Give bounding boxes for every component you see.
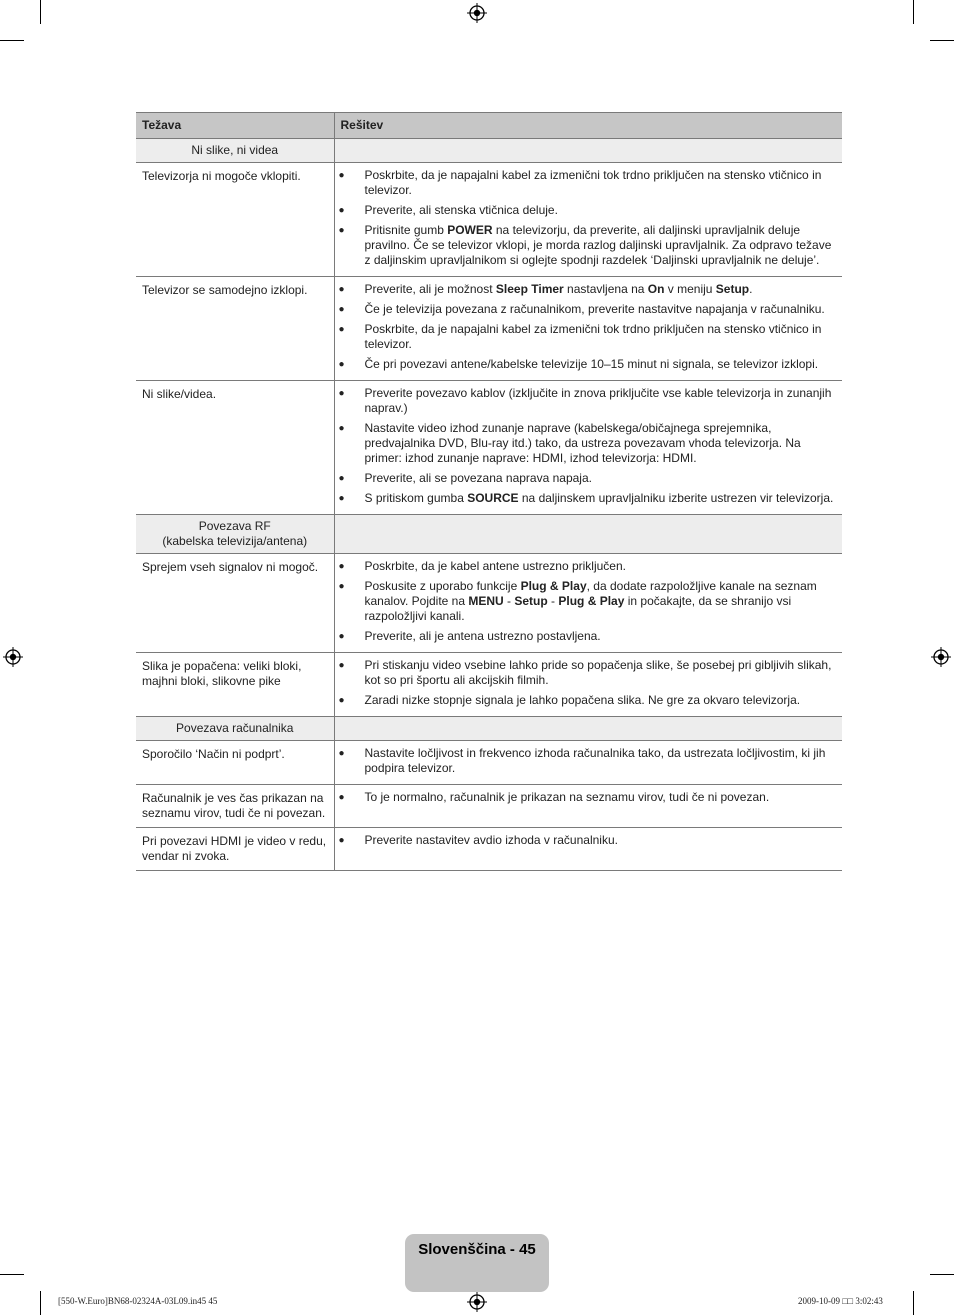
bold-term: Plug & Play <box>558 594 625 608</box>
section-title: Ni slike, ni videa <box>136 139 334 163</box>
text-segment: Nastavite ločljivost in frekvenco izhoda računalnika tako, da ustrezata ločljivostim, ki jih podpira televizor. <box>364 746 826 775</box>
troubleshooting-table <box>136 112 842 871</box>
text-segment: Če pri povezavi antene/kabelske televizije 10–15 minut ni signala, se televizor izklopi. <box>364 357 819 371</box>
crop-mark <box>913 1291 914 1315</box>
solution-cell <box>334 163 842 277</box>
table-row <box>136 277 842 381</box>
text-segment: Poskrbite, da je kabel antene ustrezno priključen. <box>364 559 626 573</box>
problem-cell: Pri povezavi HDMI je video v redu, vendar ni zvoka. <box>136 828 334 871</box>
list-item <box>365 579 837 624</box>
text-segment: Pritisnite gumb <box>364 223 448 237</box>
list-item <box>365 223 837 268</box>
solution-list <box>335 277 843 380</box>
solution-cell <box>334 277 842 381</box>
problem-cell: Sprejem vseh signalov ni mogoč. <box>136 554 334 653</box>
text-segment: na televizorju, da preverite, ali daljinski upravljalnik deluje pravilno. Če se televizor vklopi, je morda razlog daljinski upravljalnik. Za odpravo težave z daljinskim upravljalnikom si oglejte spodnji razdelek ‘Daljinski upravljalnik ne deluje’. <box>364 223 832 267</box>
list-item <box>365 282 837 297</box>
bold-term: Setup <box>715 282 750 296</box>
list-item <box>365 421 837 466</box>
table-body <box>136 139 842 871</box>
bold-term: Plug & Play <box>520 579 587 593</box>
text-segment: v meniju <box>664 282 716 296</box>
text-segment: nastavljena na <box>563 282 648 296</box>
solution-list <box>335 554 843 652</box>
table-section-row <box>136 717 842 741</box>
text-segment: - <box>503 594 515 608</box>
solution-cell <box>334 741 842 785</box>
section-empty-cell <box>334 139 842 163</box>
column-header-problem: Težava <box>136 113 334 139</box>
section-title: Povezava računalnika <box>136 717 334 741</box>
problem-cell: Računalnik je ves čas prikazan na seznamu virov, tudi če ni povezan. <box>136 785 334 828</box>
list-item <box>365 203 837 218</box>
table-row <box>136 741 842 785</box>
list-item <box>365 629 837 644</box>
section-title: Povezava RF (kabelska televizija/antena) <box>136 515 334 554</box>
registration-mark-icon <box>931 647 951 667</box>
solution-list <box>335 741 843 784</box>
bold-term: MENU <box>468 594 504 608</box>
text-segment: Če je televizija povezana z računalnikom, preverite nastavitve napajanja v računalniku. <box>364 302 825 316</box>
list-item <box>365 302 837 317</box>
problem-cell: Televizorja ni mogoče vklopiti. <box>136 163 334 277</box>
crop-mark <box>0 1274 24 1275</box>
page-number-label: Slovenščina - 45 <box>418 1241 536 1258</box>
problem-cell: Sporočilo ‘Način ni podprt’. <box>136 741 334 785</box>
list-item <box>365 833 837 848</box>
list-item <box>365 357 837 372</box>
bold-term: POWER <box>447 223 493 237</box>
text-segment: Preverite povezavo kablov (izključite in znova priključite vse kable televizorja in zunanjih naprav.) <box>364 386 832 415</box>
solution-list <box>335 653 843 716</box>
text-segment: Poskusite z uporabo funkcije <box>364 579 521 593</box>
bold-term: SOURCE <box>467 491 519 505</box>
list-item <box>365 559 837 574</box>
text-segment: . <box>749 282 753 296</box>
list-item <box>365 658 837 688</box>
solution-list <box>335 381 843 514</box>
table-row <box>136 785 842 828</box>
text-segment: Nastavite video izhod zunanje naprave (kabelskega/običajnega sprejemnika, predvajalnika DVD, Blu-ray itd.) tako, da ustreza povezavam vhoda televizorja. Na primer: izhod zunanje naprave: HDMI, izhod televizorja: HDMI. <box>364 421 801 465</box>
text-segment: Preverite, ali stenska vtičnica deluje. <box>364 203 558 217</box>
text-segment: Preverite, ali je antena ustrezno postavljena. <box>364 629 601 643</box>
text-segment: in počakajte, da se shranijo vsi razpoložljivi kanali. <box>364 594 792 623</box>
table-row <box>136 828 842 871</box>
section-empty-cell <box>334 515 842 554</box>
print-slug-right: 2009-10-09 □□ 3:02:43 <box>798 1296 883 1306</box>
text-segment: Preverite nastavitev avdio izhoda v računalniku. <box>364 833 618 847</box>
list-item <box>365 790 837 805</box>
bold-term: Sleep Timer <box>495 282 564 296</box>
table-row <box>136 163 842 277</box>
crop-mark <box>0 40 24 41</box>
list-item <box>365 322 837 352</box>
problem-cell: Slika je popačena: veliki bloki, majhni bloki, slikovne pike <box>136 653 334 717</box>
text-segment: Preverite, ali se povezana naprava napaja. <box>364 471 592 485</box>
list-item <box>365 746 837 776</box>
bold-term: On <box>647 282 665 296</box>
crop-mark <box>930 1274 954 1275</box>
solution-cell <box>334 381 842 515</box>
registration-mark-icon <box>3 647 23 667</box>
solution-cell <box>334 828 842 871</box>
solution-list <box>335 828 843 856</box>
solution-list <box>335 785 843 813</box>
table-header-row <box>136 113 842 139</box>
section-empty-cell <box>334 717 842 741</box>
solution-list <box>335 163 843 276</box>
crop-mark <box>40 1291 41 1315</box>
print-slug-left: [550-W.Euro]BN68-02324A-03L09.in45 45 <box>58 1296 218 1306</box>
table-section-row <box>136 515 842 554</box>
list-item <box>365 471 837 486</box>
solution-cell <box>334 554 842 653</box>
problem-cell: Ni slike/videa. <box>136 381 334 515</box>
text-segment: Zaradi nizke stopnje signala je lahko popačena slika. Ne gre za okvaro televizorja. <box>364 693 801 707</box>
text-segment: - <box>547 594 559 608</box>
list-item <box>365 386 837 416</box>
text-segment: , da dodate razpoložljive kanale na seznam kanalov. Pojdite na <box>364 579 817 608</box>
text-segment: na daljinskem upravljalniku izberite ustrezen vir televizorja. <box>518 491 834 505</box>
problem-cell: Televizor se samodejno izklopi. <box>136 277 334 381</box>
text-segment: Poskrbite, da je napajalni kabel za izmenični tok trdno priključen na stensko vtičnico in televizor. <box>364 322 822 351</box>
crop-mark <box>913 0 914 24</box>
table-row <box>136 653 842 717</box>
text-segment: Pri stiskanju video vsebine lahko pride so popačenja slike, še posebej pri gibljivih slikah, kot so pri športu ali akcijskih filmih. <box>364 658 832 687</box>
crop-mark <box>40 0 41 24</box>
table-row <box>136 381 842 515</box>
table-section-row <box>136 139 842 163</box>
text-segment: Poskrbite, da je napajalni kabel za izmenični tok trdno priključen na stensko vtičnico in televizor. <box>364 168 822 197</box>
list-item <box>365 168 837 198</box>
list-item <box>365 693 837 708</box>
column-header-solution: Rešitev <box>334 113 842 139</box>
text-segment: Preverite, ali je možnost <box>364 282 496 296</box>
crop-mark <box>930 40 954 41</box>
list-item <box>365 491 837 506</box>
text-segment: S pritiskom gumba <box>364 491 468 505</box>
table-row <box>136 554 842 653</box>
registration-mark-icon <box>467 3 487 23</box>
solution-cell <box>334 785 842 828</box>
registration-mark-icon <box>467 1292 487 1312</box>
bold-term: Setup <box>514 594 548 608</box>
text-segment: To je normalno, računalnik je prikazan na seznamu virov, tudi če ni povezan. <box>364 790 770 804</box>
solution-cell <box>334 653 842 717</box>
